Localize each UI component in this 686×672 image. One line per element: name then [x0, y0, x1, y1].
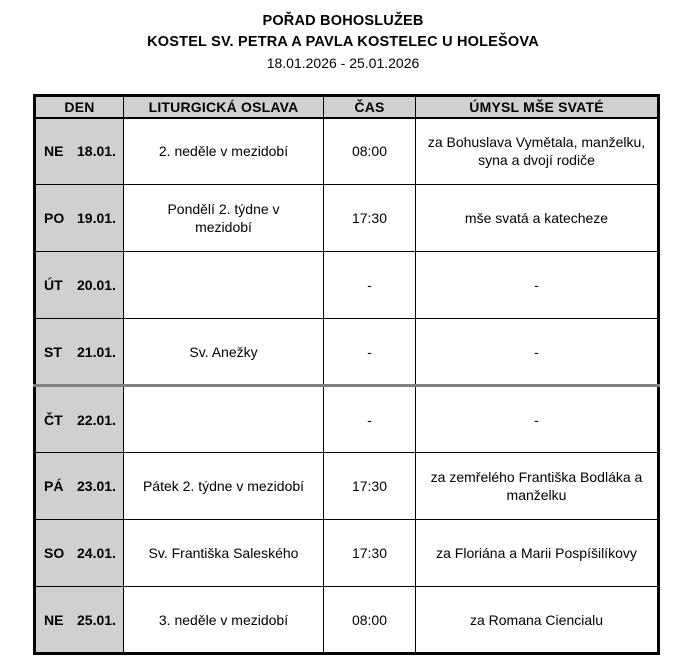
table-row [35, 587, 659, 654]
time-cell: 17:30 [324, 185, 416, 252]
table-row [35, 453, 659, 520]
intention-cell: za Bohuslava Vymětala, manželku, syna a dvojí rodiče [416, 118, 659, 185]
intention-cell: za Romana Ciencialu [416, 587, 659, 654]
day-cell [35, 319, 124, 386]
intention-cell: za zemřelého Františka Bodláka a manželku [416, 453, 659, 520]
celebration-cell [124, 386, 324, 453]
table-row [35, 319, 659, 386]
intention-cell: - [416, 319, 659, 386]
table-row [35, 118, 659, 185]
col-header-den: DEN [35, 96, 124, 118]
celebration-cell: Pondělí 2. týdne v mezidobí [124, 185, 324, 252]
table-header-row [35, 96, 659, 118]
day-abbr: NE [44, 611, 64, 628]
day-abbr: ČT [44, 411, 63, 428]
celebration-cell: 2. neděle v mezidobí [124, 118, 324, 185]
day-cell [35, 252, 124, 319]
time-cell: - [324, 252, 416, 319]
table-row [35, 252, 659, 319]
day-abbr: ST [44, 343, 62, 360]
col-header-umysl-mse-svate: ÚMYSL MŠE SVATÉ [416, 96, 659, 118]
day-date: 19.01. [77, 210, 116, 226]
day-date: 21.01. [77, 343, 116, 360]
table-row [35, 386, 659, 453]
table-row [35, 185, 659, 252]
col-header-cas: ČAS [324, 96, 416, 118]
time-cell: 17:30 [324, 453, 416, 520]
celebration-cell: Sv. Anežky [124, 319, 324, 386]
time-cell: 17:30 [324, 520, 416, 587]
day-abbr: PO [44, 210, 65, 226]
celebration-cell [124, 252, 324, 319]
date-range: 18.01.2026 - 25.01.2026 [266, 55, 420, 71]
day-date: 22.01. [77, 411, 116, 428]
table-row [35, 520, 659, 587]
day-abbr: ÚT [44, 277, 63, 293]
time-cell: 08:00 [324, 587, 416, 654]
day-cell [35, 118, 124, 185]
day-date: 24.01. [77, 545, 116, 561]
day-date: 23.01. [77, 478, 116, 494]
day-abbr: NE [44, 143, 64, 160]
intention-cell: - [416, 386, 659, 453]
day-cell [35, 386, 124, 453]
celebration-cell: 3. neděle v mezidobí [124, 587, 324, 654]
time-cell: 08:00 [324, 118, 416, 185]
day-cell [35, 185, 124, 252]
intention-cell: mše svatá a katecheze [416, 185, 659, 252]
celebration-cell: Pátek 2. týdne v mezidobí [124, 453, 324, 520]
header-block [0, 0, 686, 74]
col-header-liturgicka-oslava: LITURGICKÁ OSLAVA [124, 96, 324, 118]
day-date: 20.01. [77, 277, 116, 293]
day-cell [35, 453, 124, 520]
day-date: 25.01. [77, 611, 116, 628]
day-cell [35, 520, 124, 587]
celebration-cell: Sv. Františka Saleského [124, 520, 324, 587]
time-cell: - [324, 386, 416, 453]
schedule-table [33, 94, 660, 655]
day-date: 18.01. [77, 143, 116, 160]
time-cell: - [324, 319, 416, 386]
day-abbr: PÁ [44, 478, 64, 494]
day-abbr: SO [44, 545, 65, 561]
intention-cell: za Floriána a Marii Pospíšilíkovy [416, 520, 659, 587]
intention-cell: - [416, 252, 659, 319]
day-cell [35, 587, 124, 654]
page-title: POŘAD BOHOSLUŽEB [262, 13, 424, 29]
church-name: KOSTEL SV. PETRA A PAVLA KOSTELEC U HOLEŠOVA [147, 34, 539, 50]
